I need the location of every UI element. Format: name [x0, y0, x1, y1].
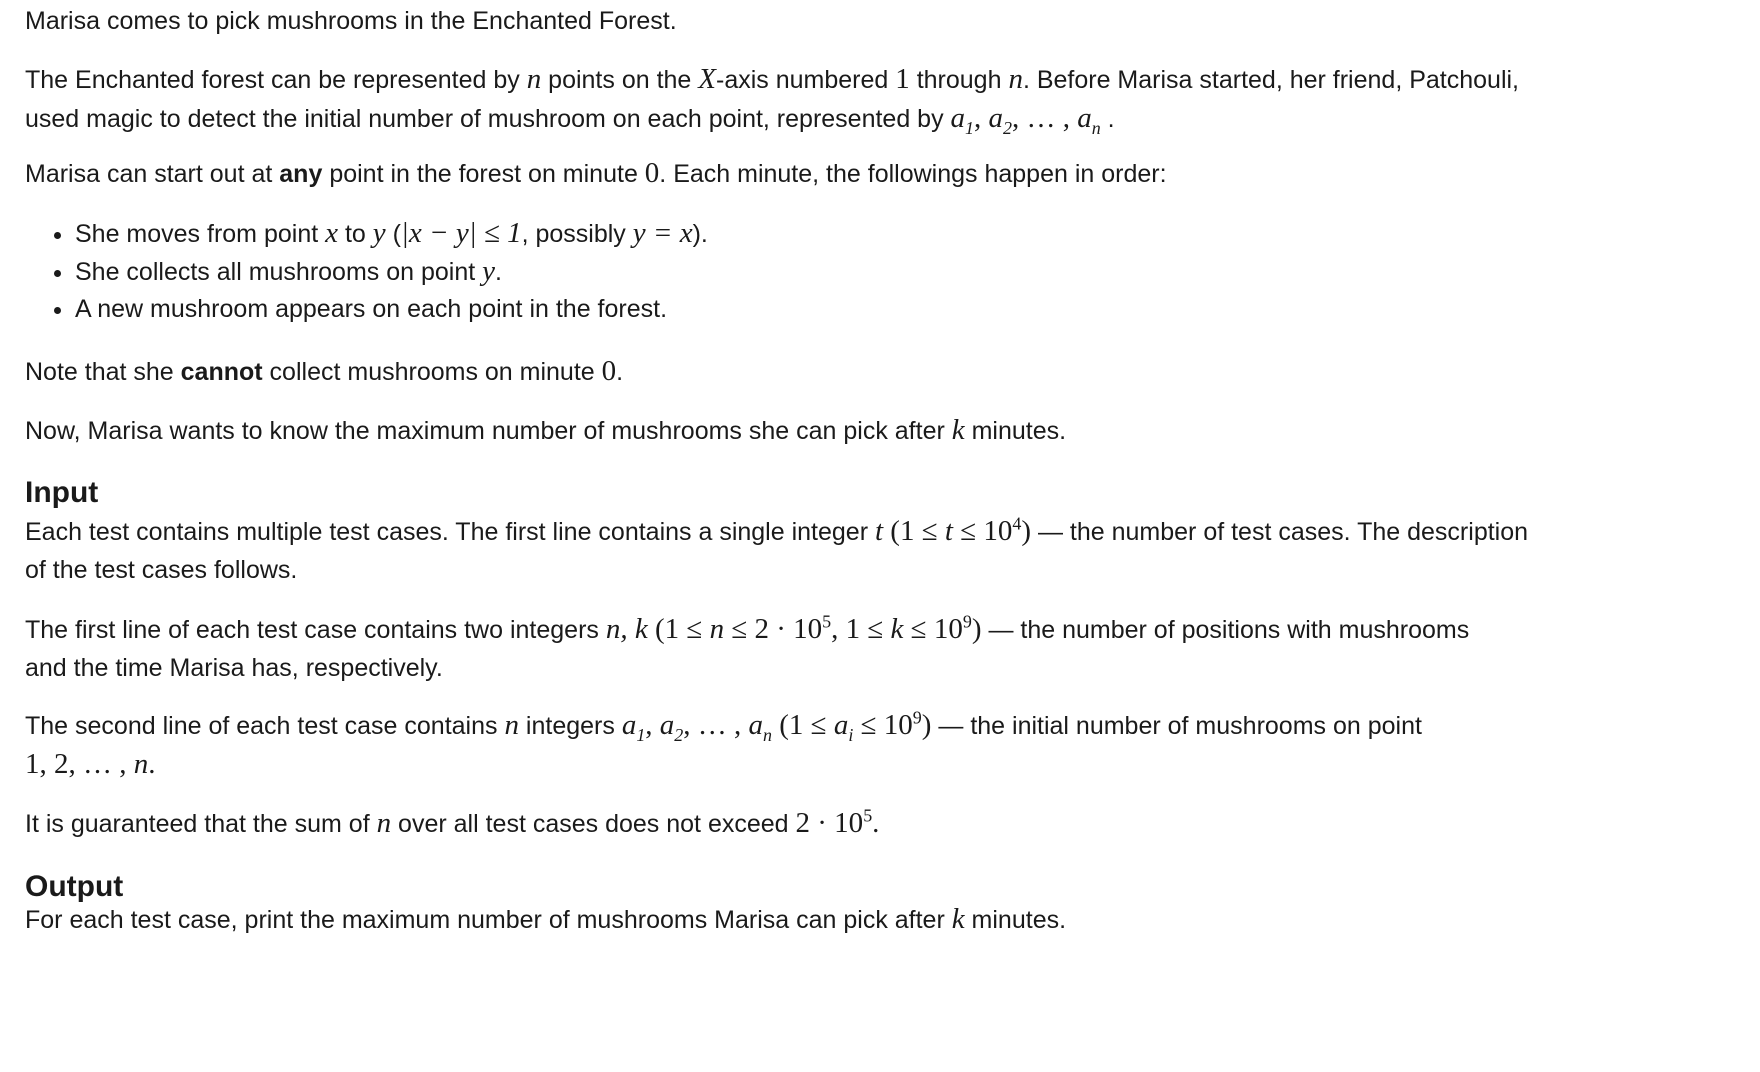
math-range-open: (1 ≤	[883, 515, 945, 547]
math-pow: ≤ $10^9$	[853, 707, 922, 741]
start-text-2: point in the forest on minute	[322, 160, 645, 188]
intro-text: Marisa comes to pick mushrooms in the Enchanted Forest.	[25, 7, 677, 35]
math-n: n	[709, 613, 725, 645]
note-paragraph	[25, 352, 623, 391]
start-bold-any: any	[279, 160, 323, 188]
forest-text-4: through	[909, 66, 1009, 94]
math-open: (1 ≤	[647, 613, 710, 645]
note-bold-cannot: cannot	[180, 358, 263, 386]
step2-text-1: She collects all mushrooms on point	[75, 258, 483, 286]
in3-text-2: integers	[518, 712, 622, 740]
out1-text-1: For each test case, print the maximum number of mushrooms Marisa can pick after	[25, 906, 952, 934]
note-text-2: collect mushrooms on minute	[262, 358, 602, 386]
step1-text-1: She moves from point	[75, 220, 326, 248]
math-zero: 0	[601, 355, 617, 387]
in3-text-3: — the initial number of mushrooms on point	[931, 712, 1422, 740]
output-paragraph	[25, 900, 1066, 939]
start-paragraph	[25, 154, 1167, 193]
input-paragraph-1	[25, 512, 1528, 589]
input-paragraph-3	[25, 706, 1422, 784]
input-paragraph-4	[25, 804, 879, 843]
math-open: (1 ≤	[772, 709, 834, 741]
step1-text-2: to	[338, 220, 373, 248]
math-range-close: )	[1021, 515, 1032, 547]
in3-text-1: The second line of each test case contains	[25, 712, 505, 740]
step3-text: A new mushroom appears on each point in the forest.	[75, 295, 668, 323]
math-n: n	[133, 748, 149, 780]
math-y: y	[372, 217, 386, 249]
math-ai: $a_i$	[833, 709, 854, 745]
math-abs: |x − y| ≤ 1	[400, 217, 522, 249]
output-heading: Output	[25, 870, 124, 903]
in2-text-1: The first line of each test case contains two integers	[25, 616, 606, 644]
start-text-1: Marisa can start out at	[25, 160, 280, 188]
math-an: $a_n$	[1077, 102, 1101, 138]
math-a2: $a_2$	[988, 102, 1012, 138]
math-range-pow: ≤ $10^4$	[952, 513, 1022, 547]
math-k: k	[890, 613, 904, 645]
math-n: n	[376, 807, 392, 839]
math-a1: $a_1$	[621, 709, 646, 745]
math-dots: , … ,	[1012, 102, 1078, 134]
math-pow: $2 \cdot 10^5$	[795, 805, 873, 839]
forest-paragraph	[25, 60, 1519, 138]
math-a1: $a_1$	[950, 102, 975, 138]
math-eq: y = x	[632, 217, 693, 249]
list-item	[75, 214, 708, 252]
step1-text-3: (	[385, 220, 401, 248]
math-seq: 1, 2, … ,	[25, 748, 134, 780]
forest-text-2: points on the	[541, 66, 699, 94]
math-X: X	[698, 63, 716, 95]
in2-text-2: — the number of positions with mushrooms	[981, 616, 1470, 644]
math-close: )	[921, 709, 932, 741]
in1-text-1: Each test contains multiple test cases. The first line contains a single integer	[25, 518, 875, 546]
math-zero: 0	[644, 157, 660, 189]
math-pow-1: ≤ $2 \cdot 10^5$	[724, 611, 832, 645]
in1-text-2: — the number of test cases. The description	[1031, 518, 1529, 546]
math-comma: ,	[974, 102, 989, 134]
math-n2: n	[1008, 63, 1023, 95]
out1-text-2: minutes.	[964, 906, 1067, 934]
math-sep: , 1 ≤	[831, 613, 891, 645]
math-pow-2: ≤ $10^9$	[903, 611, 972, 645]
in4-text-2: over all test cases does not exceed	[391, 810, 796, 838]
steps-list	[25, 214, 708, 328]
input-paragraph-2	[25, 610, 1469, 687]
math-one: 1	[895, 63, 910, 95]
now-text-1: Now, Marisa wants to know the maximum number of mushrooms she can pick after	[25, 417, 952, 445]
math-t: t	[874, 515, 884, 547]
forest-text-5: . Before Marisa started, her friend, Patchouli,	[1022, 66, 1520, 94]
math-y: y	[482, 255, 496, 287]
math-x: x	[325, 217, 338, 249]
math-period: .	[148, 748, 156, 780]
input-heading: Input	[25, 476, 99, 509]
math-t-var: t	[944, 515, 953, 547]
step1-text-5: ).	[692, 220, 708, 248]
note-text-1: Note that she	[25, 358, 181, 386]
forest-line-2: used magic to detect the initial number of mushroom on each point, represented by	[25, 105, 951, 133]
list-item	[75, 252, 708, 290]
forest-end: .	[1100, 105, 1115, 133]
step2-text-2: .	[495, 258, 502, 286]
math-nk: n, k	[605, 613, 648, 645]
math-period: .	[872, 807, 880, 839]
start-text-3: . Each minute, the followings happen in order:	[659, 160, 1167, 188]
now-text-2: minutes.	[964, 417, 1067, 445]
math-an: $a_n$	[748, 709, 773, 745]
now-paragraph	[25, 411, 1066, 450]
math-dots: , … ,	[683, 709, 749, 741]
list-item	[75, 290, 708, 328]
step1-text-4: , possibly	[521, 220, 633, 248]
math-n: n	[526, 63, 542, 95]
in2-line-2: and the time Marisa has, respectively.	[25, 654, 443, 682]
forest-text-3: -axis numbered	[716, 66, 896, 94]
math-k: k	[951, 903, 965, 935]
in1-line-2: of the test cases follows.	[25, 556, 298, 584]
in4-text-1: It is guaranteed that the sum of	[25, 810, 377, 838]
forest-text-1: The Enchanted forest can be represented by	[25, 66, 527, 94]
math-close: )	[971, 613, 982, 645]
intro-paragraph	[25, 2, 677, 40]
math-a2: $a_2$	[659, 709, 684, 745]
math-comma: ,	[645, 709, 660, 741]
note-text-3: .	[616, 358, 624, 386]
math-n: n	[504, 709, 519, 741]
math-k: k	[951, 414, 965, 446]
